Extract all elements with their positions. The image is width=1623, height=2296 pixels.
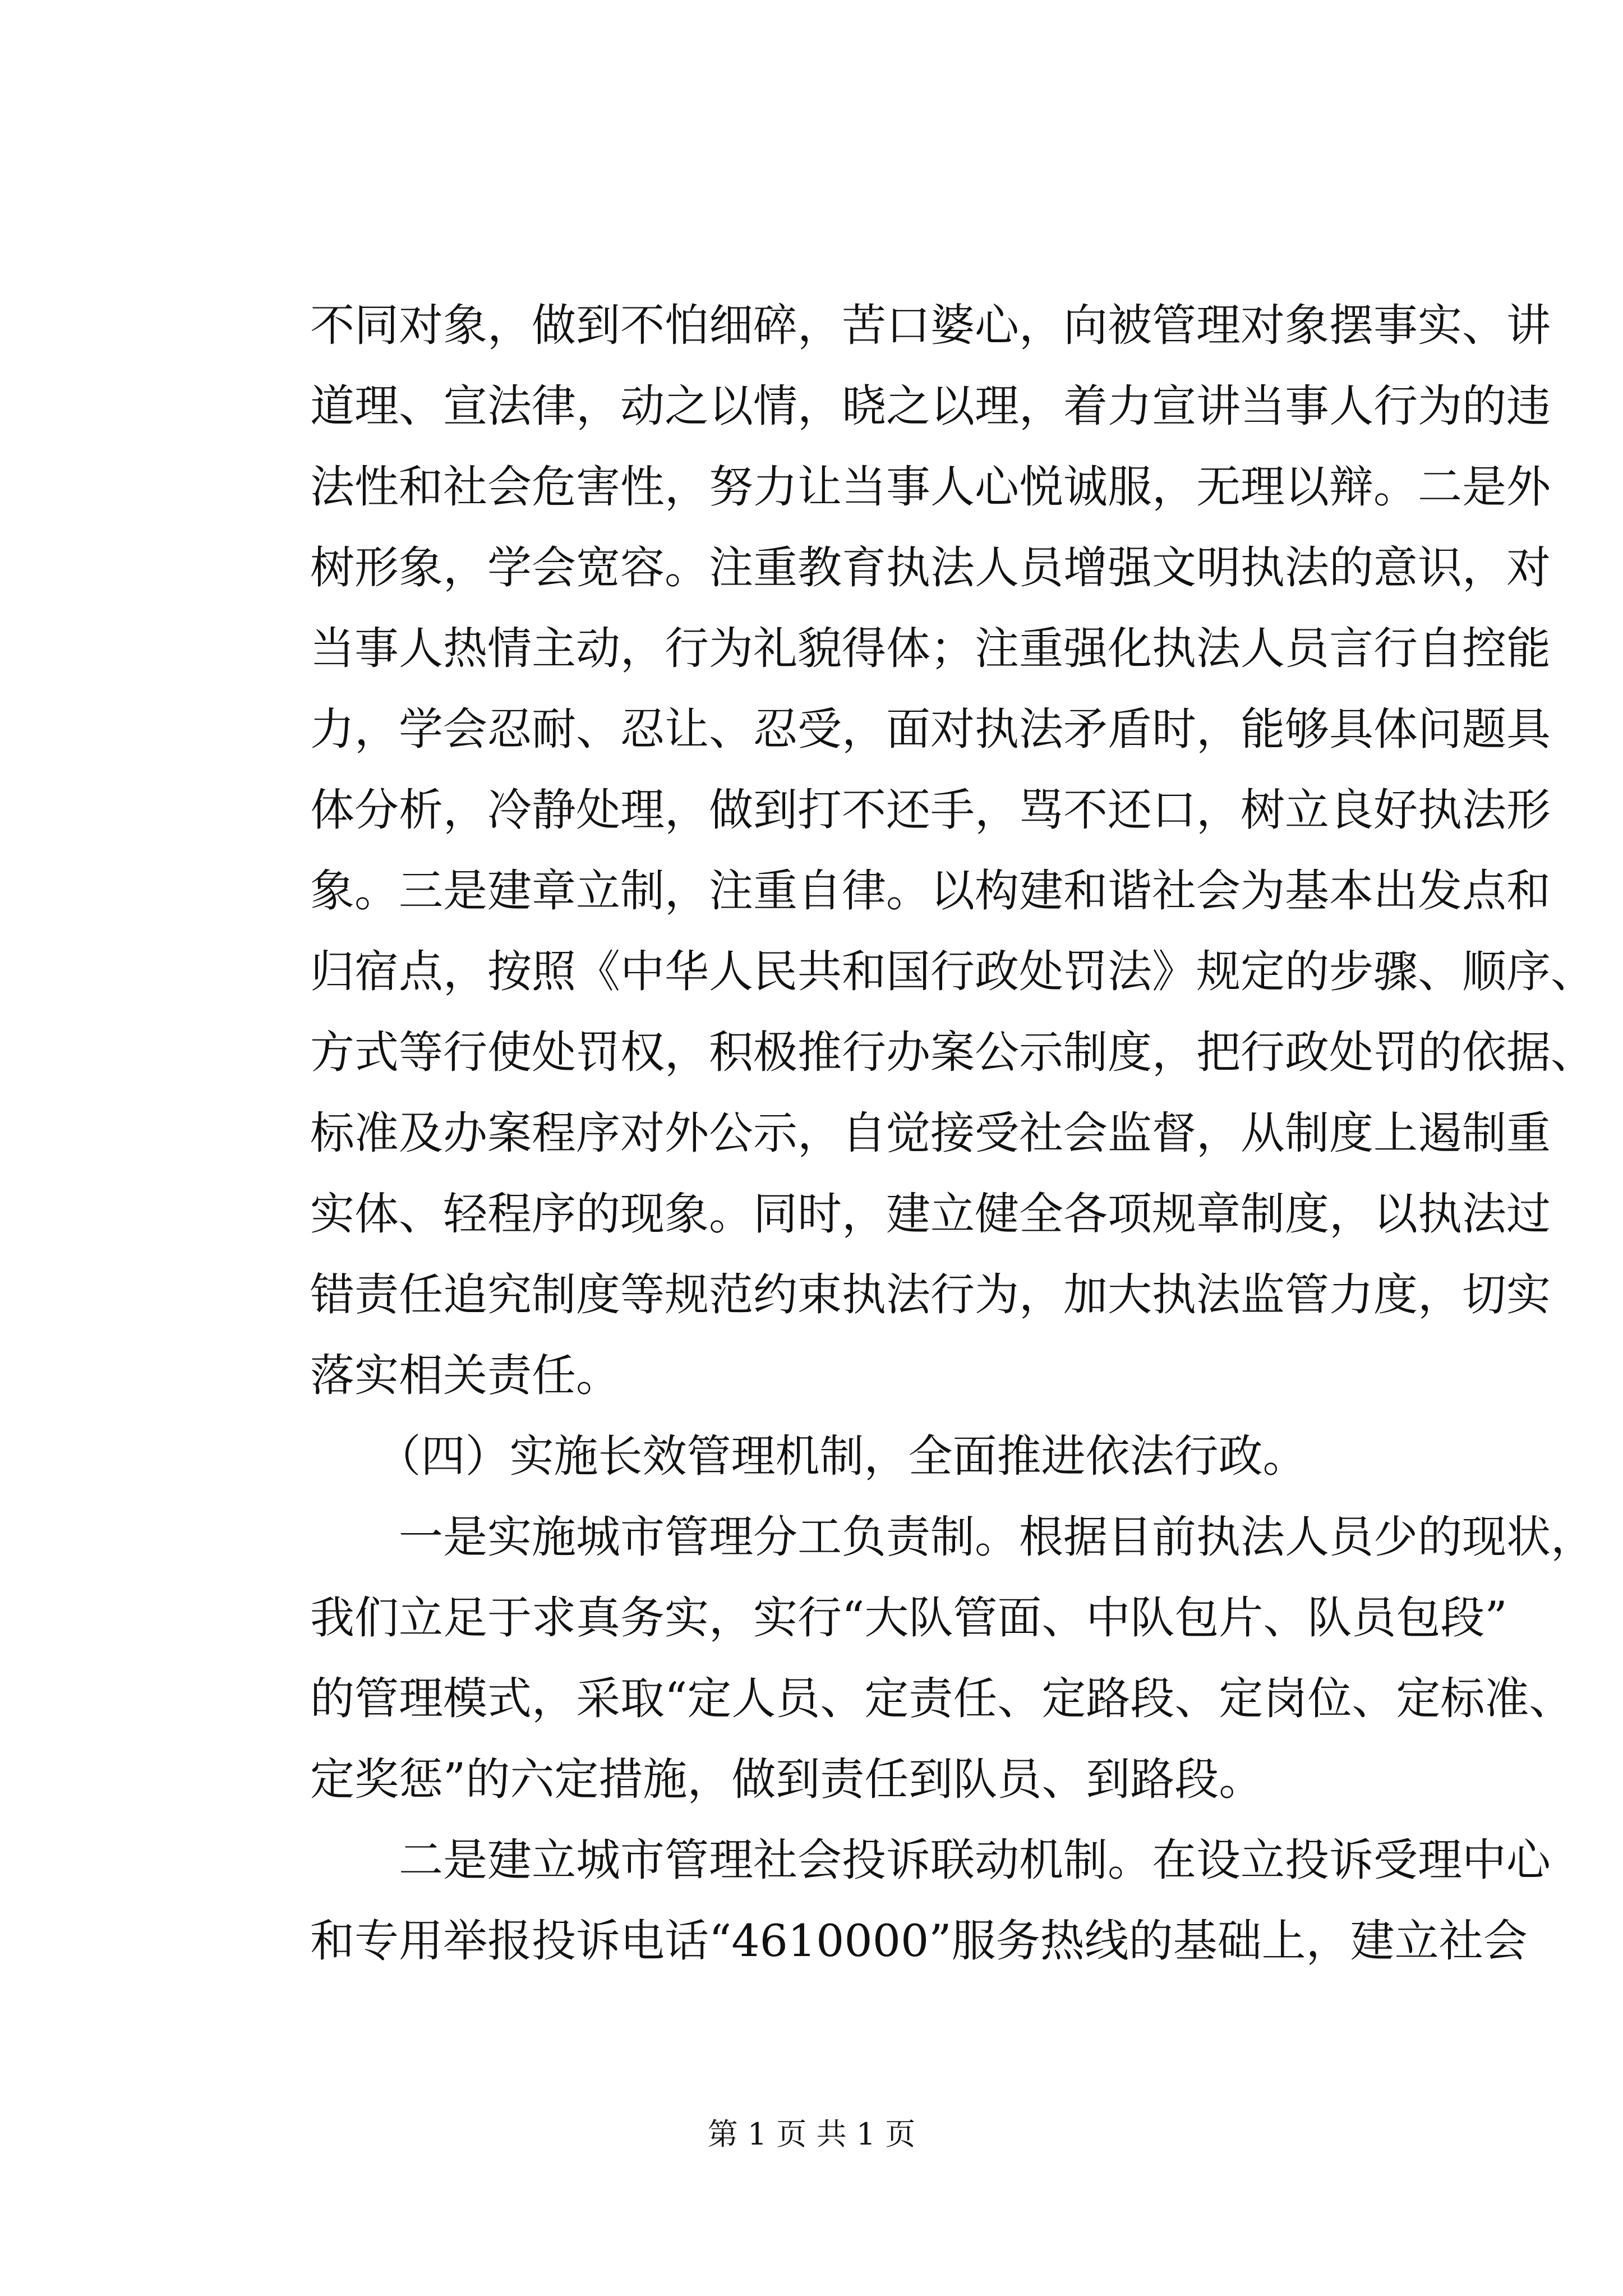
text-line: 我们立足于求真务实，实行“大队管面、中队包片、队员包段” xyxy=(310,1592,1507,1644)
text-line: 的管理模式，采取“定人员、定责任、定路段、定岗位、定标准、 xyxy=(310,1673,1574,1724)
text-line: 力，学会忍耐、忍让、忍受，面对执法矛盾时，能够具体问题具 xyxy=(310,703,1551,755)
text-line: 一是实施城市管理分工负责制。根据目前执法人员少的现状， xyxy=(310,1511,1595,1563)
text-line: 归宿点，按照《中华人民共和国行政处罚法》规定的步骤、顺序、 xyxy=(310,946,1595,997)
text-line: 落实相关责任。 xyxy=(310,1350,620,1401)
text-line: 标准及办案程序对外公示，自觉接受社会监督，从制度上遏制重 xyxy=(310,1107,1551,1159)
text-line: 体分析，冷静处理，做到打不还手，骂不还口，树立良好执法形 xyxy=(310,784,1551,836)
text-line: 和专用举报投诉电话“4610000”服务热线的基础上，建立社会 xyxy=(310,1915,1528,1967)
page-footer: 第 1 页 共 1 页 xyxy=(707,2116,916,2152)
text-line: （四）实施长效管理机制，全面推进依法行政。 xyxy=(310,1430,1307,1482)
text-line: 方式等行使处罚权，积极推行办案公示制度，把行政处罚的依据、 xyxy=(310,1027,1595,1078)
text-line: 定奖惩”的六定措施，做到责任到队员、到路段。 xyxy=(310,1754,1264,1805)
text-line: 错责任追究制度等规范约束执法行为，加大执法监管力度，切实 xyxy=(310,1269,1551,1320)
text-line: 树形象，学会宽容。注重教育执法人员增强文明执法的意识，对 xyxy=(310,542,1551,593)
document-body xyxy=(310,285,1595,1981)
text-line: 象。三是建章立制，注重自律。以构建和谐社会为基本出发点和 xyxy=(310,865,1551,917)
text-line: 不同对象，做到不怕细碎，苦口婆心，向被管理对象摆事实、讲 xyxy=(310,300,1551,351)
text-line: 当事人热情主动，行为礼貌得体；注重强化执法人员言行自控能 xyxy=(310,623,1551,674)
text-line: 道理、宣法律，动之以情，晓之以理，着力宣讲当事人行为的违 xyxy=(310,380,1551,432)
text-line: 法性和社会危害性，努力让当事人心悦诚服，无理以辩。二是外 xyxy=(310,461,1551,513)
text-line: 实体、轻程序的现象。同时，建立健全各项规章制度，以执法过 xyxy=(310,1188,1551,1240)
text-line: 二是建立城市管理社会投诉联动机制。在设立投诉受理中心 xyxy=(310,1834,1551,1886)
